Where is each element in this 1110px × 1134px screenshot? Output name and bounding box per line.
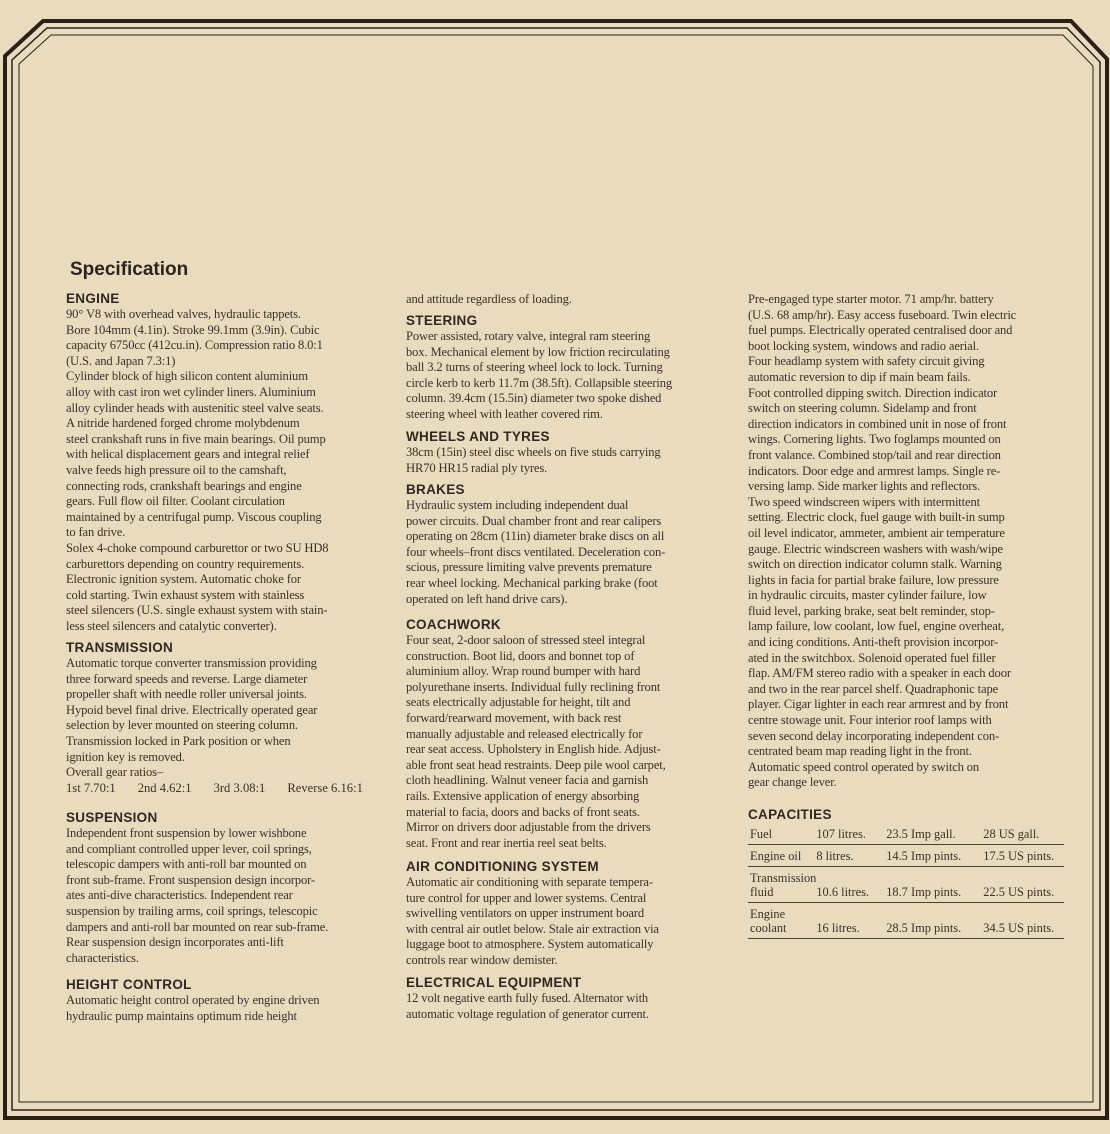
text-line: cloth headlining. Walnut veneer facia and garnish <box>406 773 649 788</box>
capacity-us: 17.5 US pints. <box>983 845 1064 867</box>
text-line: centrated beam map reading light in the front. <box>748 744 972 759</box>
text-line: propeller shaft with needle roller universal joints. <box>66 687 307 702</box>
page-title: Specification <box>70 259 189 280</box>
aircon-heading: AIR CONDITIONING SYSTEM <box>406 859 599 874</box>
text-line: rails. Extensive application of energy absorbing <box>406 788 640 803</box>
text-line: connecting rods, crankshaft bearings and engine <box>66 478 302 493</box>
height-control-heading: HEIGHT CONTROL <box>66 977 192 992</box>
gear-ratios-row <box>66 781 363 797</box>
capacity-litres: 10.6 litres. <box>816 867 886 903</box>
section-height-control-cont <box>406 292 572 308</box>
text-line: Transmission locked in Park position or when <box>66 733 291 748</box>
gear-ratio-1st: 1st 7.70:1 <box>66 780 116 795</box>
text-line: steel silencers (U.S. single exhaust system with stain- <box>66 603 328 618</box>
text-line: Mirror on drivers door adjustable from the drivers <box>406 820 651 835</box>
capacities-row <box>748 845 1064 867</box>
section-air-conditioning <box>406 858 659 969</box>
suspension-text <box>66 826 328 966</box>
text-line: and attitude regardless of loading. <box>406 292 572 306</box>
text-line: ated in the switchbox. Solenoid operated fuel filler <box>748 650 996 665</box>
text-line: with helical displacement gears and integral relief <box>66 447 310 462</box>
text-line: boot locking system, windows and radio aerial. <box>748 338 979 353</box>
text-line: characteristics. <box>66 950 139 965</box>
transmission-heading: TRANSMISSION <box>66 640 174 655</box>
capacity-item: Engine oil <box>748 845 816 867</box>
text-line: gear change lever. <box>748 775 837 790</box>
capacities-row <box>748 903 1064 939</box>
text-line: automatic voltage regulation of generator current. <box>406 1006 649 1021</box>
text-line: able front seat head restraints. Deep pile wool carpet, <box>406 757 666 772</box>
text-line: front sub-frame. Front suspension design incorpor- <box>66 872 315 887</box>
text-line: lights in facia for partial brake failure, low pressure <box>748 572 999 587</box>
capacity-litres: 16 litres. <box>816 903 886 939</box>
text-line: power circuits. Dual chamber front and rear calipers <box>406 513 662 528</box>
text-line: switch on steering column. Sidelamp and front <box>748 401 977 416</box>
section-suspension <box>66 809 328 966</box>
text-line: Two speed windscreen wipers with intermittent <box>748 494 980 509</box>
text-line: Rear suspension design incorporates anti-lift <box>66 935 284 950</box>
steering-text <box>406 329 672 423</box>
section-engine <box>66 290 328 634</box>
text-line: fuel pumps. Electrically operated centralised door and <box>748 323 1013 338</box>
text-line: with central air outlet below. Stale air extraction via <box>406 921 659 936</box>
wheels-heading: WHEELS AND TYRES <box>406 429 550 444</box>
capacities-row <box>748 867 1064 903</box>
text-line: Overall gear ratios– <box>66 765 164 780</box>
text-line: less steel silencers and catalytic converter). <box>66 618 277 633</box>
text-line: manually adjustable and released electrically for <box>406 726 643 741</box>
text-line: Cylinder block of high silicon content aluminium <box>66 369 308 384</box>
capacity-litres: 107 litres. <box>816 823 886 845</box>
section-coachwork <box>406 616 666 851</box>
text-line: dampers and anti-roll bar mounted on rear sub-frame. <box>66 919 329 934</box>
text-line: scious, pressure limiting valve prevents premature <box>406 560 652 575</box>
text-line: operated on left hand drive cars). <box>406 591 568 606</box>
text-line: Four headlamp system with safety circuit giving <box>748 354 985 369</box>
electrical-cont-text <box>748 292 1016 791</box>
text-line: flap. AM/FM stereo radio with a speaker in each door <box>748 666 1011 681</box>
text-line: oil level indicator, ammeter, ambient air temperature <box>748 525 1005 540</box>
transmission-text <box>66 656 363 781</box>
capacity-item: Transmission fluid <box>748 867 816 903</box>
text-line: Automatic speed control operated by switch on <box>748 759 980 774</box>
text-line: Foot controlled dipping switch. Direction indicator <box>748 385 998 400</box>
text-line: to fan drive. <box>66 525 126 540</box>
text-line: 12 volt negative earth fully fused. Alternator with <box>406 991 649 1005</box>
capacity-us: 34.5 US pints. <box>983 903 1064 939</box>
text-line: controls rear window demister. <box>406 952 558 967</box>
text-line: swivelling ventilators on upper instrument board <box>406 906 644 921</box>
capacity-imperial: 23.5 Imp gall. <box>886 823 983 845</box>
text-line: front valance. Combined stop/tail and rear direction <box>748 447 1001 462</box>
capacity-imperial: 14.5 Imp pints. <box>886 845 983 867</box>
text-line: carburettors depending on country requirements. <box>66 556 305 571</box>
text-line: alloy cylinder heads with austenitic steel valve seats. <box>66 400 324 415</box>
text-line: ball 3.2 turns of steering wheel lock to lock. Turning <box>406 360 663 375</box>
text-line: forward/rearward movement, with back rest <box>406 710 622 725</box>
text-line: centre stowage unit. Four interior roof lamps with <box>748 713 992 728</box>
text-line: capacity 6750cc (412cu.in). Compression ratio 8.0:1 <box>66 338 323 353</box>
text-line: automatic reversion to dip if main beam fails. <box>748 369 971 384</box>
text-line: 90° V8 with overhead valves, hydraulic tappets. <box>66 307 301 321</box>
text-line: Hypoid bevel final drive. Electrically operated gear <box>66 702 318 717</box>
text-line: material to facia, doors and backs of front seats. <box>406 804 640 819</box>
text-line: A nitride hardened forged chrome molybdenum <box>66 416 300 431</box>
gear-ratio-reverse: Reverse 6.16:1 <box>287 780 363 795</box>
text-line: telescopic dampers with anti-roll bar mounted on <box>66 857 307 872</box>
text-line: construction. Boot lid, doors and bonnet top of <box>406 648 635 663</box>
text-line: player. Cigar lighter in each rear armrest and by front <box>748 697 1009 712</box>
text-line: seven second delay incorporating independent con- <box>748 728 1000 743</box>
aircon-text <box>406 875 659 969</box>
text-line: ates anti-dive characteristics. Independent rear <box>66 888 293 903</box>
section-electrical <box>406 974 649 1022</box>
text-line: seat. Front and rear inertia reel seat belts. <box>406 835 607 850</box>
brakes-text <box>406 498 665 607</box>
text-line: HR70 HR15 radial ply tyres. <box>406 460 548 475</box>
text-line: suspension by trailing arms, coil springs, telescopic <box>66 903 318 918</box>
text-line: Automatic air conditioning with separate tempera- <box>406 875 653 889</box>
text-line: rear wheel locking. Mechanical parking brake (foot <box>406 575 658 590</box>
capacity-imperial: 18.7 Imp pints. <box>886 867 983 903</box>
wheels-text <box>406 445 661 476</box>
capacities-row <box>748 823 1064 845</box>
text-line: 38cm (15in) steel disc wheels on five studs carrying <box>406 445 661 459</box>
text-line: (U.S. and Japan 7.3:1) <box>66 353 176 368</box>
text-line: steering wheel with leather covered rim. <box>406 406 603 421</box>
text-line: Automatic height control operated by engine driven <box>66 993 320 1007</box>
text-line: gauge. Electric windscreen washers with wash/wipe <box>748 541 1003 556</box>
height-control-text <box>66 993 319 1024</box>
text-line: seats electrically adjustable for height, tilt and <box>406 695 631 710</box>
capacity-us: 28 US gall. <box>983 823 1064 845</box>
text-line: valve feeds high pressure oil to the camshaft, <box>66 462 287 477</box>
text-line: Pre-engaged type starter motor. 71 amp/hr. battery <box>748 292 994 306</box>
text-line: column. 39.4cm (15.5in) diameter two spoke dished <box>406 391 662 406</box>
section-steering <box>406 312 672 423</box>
capacities-heading: CAPACITIES <box>748 807 832 822</box>
text-line: Bore 104mm (4.1in). Stroke 99.1mm (3.9in). Cubic <box>66 322 320 337</box>
text-line: wings. Cornering lights. Two foglamps mounted on <box>748 432 1001 447</box>
text-line: maintained by a centrifugal pump. Viscous coupling <box>66 509 322 524</box>
text-line: and icing conditions. Anti-theft provision incorpor- <box>748 635 999 650</box>
steering-heading: STEERING <box>406 313 478 328</box>
coachwork-text <box>406 633 666 851</box>
text-line: ignition key is removed. <box>66 749 185 764</box>
text-line: luggage boot to atmosphere. System automatically <box>406 937 654 952</box>
section-height-control <box>66 976 319 1024</box>
electrical-text <box>406 991 649 1022</box>
capacity-imperial: 28.5 Imp pints. <box>886 903 983 939</box>
text-line: rear seat access. Upholstery in English hide. Adjust- <box>406 742 661 757</box>
engine-heading: ENGINE <box>66 291 120 306</box>
capacities-table <box>748 823 1064 939</box>
text-line: and two in the rear parcel shelf. Quadraphonic tape <box>748 681 999 696</box>
text-line: in hydraulic circuits, master cylinder failure, low <box>748 588 987 603</box>
gear-ratio-2nd: 2nd 4.62:1 <box>137 780 192 795</box>
electrical-heading: ELECTRICAL EQUIPMENT <box>406 975 582 990</box>
text-line: Power assisted, rotary valve, integral ram steering <box>406 329 651 343</box>
height-control-cont-text <box>406 292 572 308</box>
text-line: Automatic torque converter transmission providing <box>66 656 317 670</box>
text-line: and compliant controlled upper lever, coil springs, <box>66 841 312 856</box>
text-line: operating on 28cm (11in) diameter brake discs on all <box>406 529 665 544</box>
text-line: three forward speeds and reverse. Large diameter <box>66 671 308 686</box>
text-line: four wheels–front discs ventilated. Deceleration con- <box>406 544 666 559</box>
text-line: ture control for upper and lower systems. Central <box>406 890 647 905</box>
text-line: aluminium alloy. Wrap round bumper with hard <box>406 664 641 679</box>
text-line: Independent front suspension by lower wishbone <box>66 826 307 840</box>
capacity-item: Engine coolant <box>748 903 816 939</box>
capacity-us: 22.5 US pints. <box>983 867 1064 903</box>
text-line: switch on direction indicator column stalk. Warning <box>748 557 1002 572</box>
text-line: Four seat, 2-door saloon of stressed steel integral <box>406 633 646 647</box>
text-line: box. Mechanical element by low friction recirculating <box>406 344 670 359</box>
text-line: cold starting. Twin exhaust system with stainless <box>66 587 305 602</box>
text-line: Electronic ignition system. Automatic choke for <box>66 572 301 587</box>
brakes-heading: BRAKES <box>406 482 465 497</box>
coachwork-heading: COACHWORK <box>406 617 501 632</box>
gear-ratio-3rd: 3rd 3.08:1 <box>213 780 266 795</box>
text-line: polyurethane inserts. Individual fully reclining front <box>406 679 661 694</box>
section-electrical-cont <box>748 292 1016 791</box>
capacity-item: Fuel <box>748 823 816 845</box>
text-line: hydraulic pump maintains optimum ride height <box>66 1008 297 1023</box>
text-line: indicators. Door edge and armrest lamps. Single re- <box>748 463 1001 478</box>
text-line: setting. Electric clock, fuel gauge with built-in sump <box>748 510 1005 525</box>
text-line: Hydraulic system including independent dual <box>406 498 629 512</box>
text-line: Solex 4-choke compound carburettor or two SU HD8 <box>66 540 329 555</box>
text-line: gears. Full flow oil filter. Coolant circulation <box>66 494 285 509</box>
section-transmission <box>66 639 363 796</box>
text-line: lamp failure, low coolant, low fuel, engine overheat, <box>748 619 1005 634</box>
text-line: steel crankshaft runs in five main bearings. Oil pump <box>66 431 326 446</box>
section-brakes <box>406 481 665 607</box>
text-line: fluid level, parking brake, seat belt reminder, stop- <box>748 603 995 618</box>
suspension-heading: SUSPENSION <box>66 810 158 825</box>
engine-text <box>66 307 328 634</box>
text-line: (U.S. 68 amp/hr). Easy access fuseboard. Twin electric <box>748 307 1017 322</box>
text-line: circle kerb to kerb 11.7m (38.5ft). Collapsible steering <box>406 375 673 390</box>
text-line: alloy with cast iron wet cylinder liners. Aluminium <box>66 384 316 399</box>
text-line: selection by lever mounted on steering column. <box>66 718 298 733</box>
text-line: direction indicators in combined unit in nose of front <box>748 416 1007 431</box>
section-wheels-tyres <box>406 428 661 476</box>
section-capacities <box>748 806 1064 939</box>
capacity-litres: 8 litres. <box>816 845 886 867</box>
text-line: versing lamp. Side marker lights and reflectors. <box>748 479 981 494</box>
